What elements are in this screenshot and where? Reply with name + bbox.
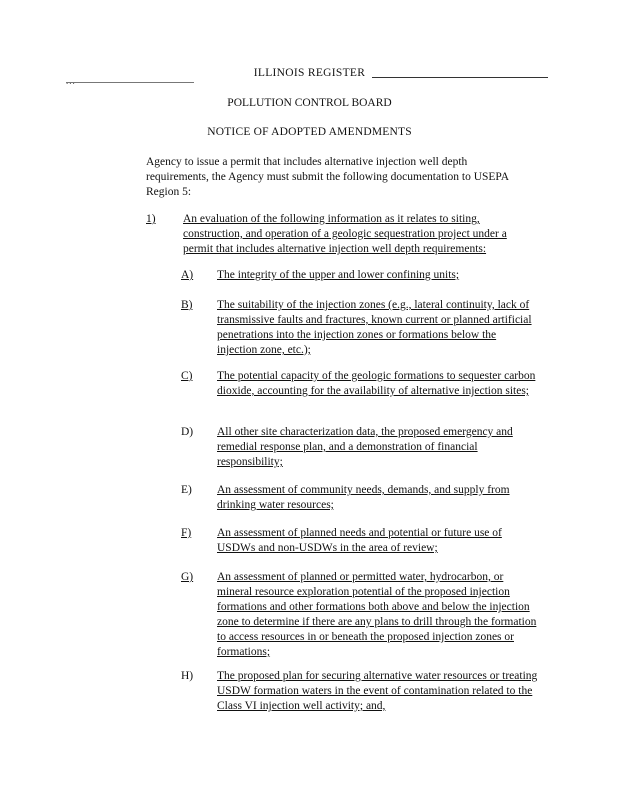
item-mark: F)	[181, 527, 192, 539]
section-number: 1)	[146, 213, 156, 225]
board-name: POLLUTION CONTROL BOARD	[227, 97, 392, 109]
item-text: The suitability of the injection zones (e.g., lateral continuity, lack of transmissive faults and fractures, known current or planned artificial penetrations into the injection zones or formations below the injection zone, etc.);	[217, 299, 532, 356]
item-text: The proposed plan for securing alternative water resources or treating USDW formation waters in the event of contamination related to the Class VI injection well activity; and,	[217, 670, 538, 712]
item-text: An assessment of planned needs and potential or future use of USDWs and non-USDWs in the area of review;	[217, 527, 502, 554]
header-left-rule	[66, 82, 194, 83]
section-text: An evaluation of the following information as it relates to siting, construction, and operation of a geologic sequestration project under a permit that includes alternative injection well depth requirements:	[183, 213, 507, 255]
notice-title: NOTICE OF ADOPTED AMENDMENTS	[207, 126, 412, 138]
item-text: An assessment of community needs, demands, and supply from drinking water resources;	[217, 484, 510, 511]
item-mark: D)	[181, 426, 194, 438]
item-mark: C)	[181, 370, 193, 382]
item-mark: H)	[181, 670, 194, 682]
item-text: All other site characterization data, the proposed emergency and remedial response plan, and a demonstration of financial responsibility;	[217, 426, 513, 468]
item-mark: E)	[181, 484, 192, 496]
header-right-rule	[372, 77, 548, 78]
item-mark: B)	[181, 299, 193, 311]
intro-paragraph: Agency to issue a permit that includes alternative injection well depth requirements, the Agency must submit the following documentation to USEPA Region 5:	[146, 156, 509, 198]
header-left-text: ...	[66, 76, 76, 86]
item-mark: G)	[181, 571, 194, 583]
item-mark: A)	[181, 269, 194, 281]
register-title: ILLINOIS REGISTER	[253, 67, 366, 79]
item-text: The integrity of the upper and lower confining units;	[217, 269, 460, 281]
item-text: An assessment of planned or permitted water, hydrocarbon, or mineral resource exploration potential of the proposed injection formations and other formations both above and below the injection zone to determine if there are any plans to drill through the formation to access resources in or beneath the proposed injection zones or formations;	[217, 571, 537, 658]
item-text: The potential capacity of the geologic formations to sequester carbon dioxide, accounting for the availability of alternative injection sites;	[217, 370, 536, 397]
